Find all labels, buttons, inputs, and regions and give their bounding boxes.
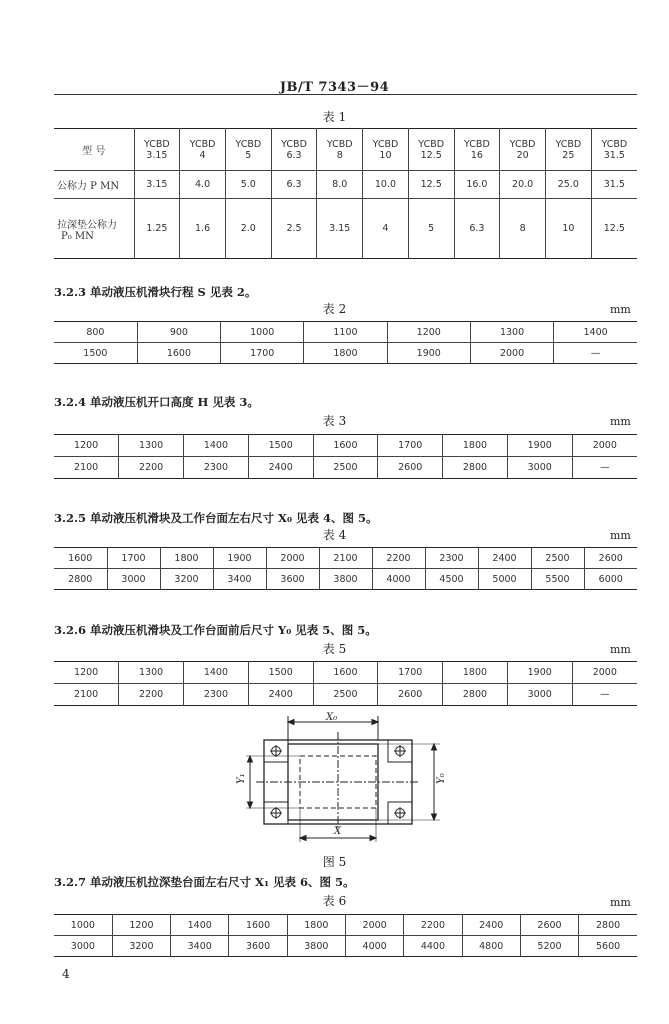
table-cell: 5500: [531, 569, 584, 590]
table-cell: 1600: [137, 343, 220, 364]
table1-model-cell: YCBD 4: [180, 129, 226, 171]
table-cell: 6.3: [271, 171, 317, 199]
label-x0: X₀: [326, 712, 338, 723]
table-cell: 1500: [248, 435, 313, 457]
table-cell: 1200: [112, 915, 170, 936]
table2-unit: mm: [610, 303, 631, 316]
table-cell: 2300: [425, 548, 478, 569]
table4-unit: mm: [610, 529, 631, 542]
table5: [54, 661, 637, 706]
table-row: [54, 548, 637, 569]
figure5-caption: 图 5: [322, 855, 347, 869]
figure5-diagram: [228, 712, 448, 844]
table-row: [54, 936, 637, 957]
table-cell: 8: [500, 199, 546, 259]
table1-model-cell: YCBD 6.3: [271, 129, 317, 171]
table-cell: 900: [137, 322, 220, 343]
table-cell: 5: [408, 199, 454, 259]
table1-model-cell: YCBD 5: [225, 129, 271, 171]
table1-model-row: [54, 129, 637, 171]
table5-caption: 表 5: [322, 642, 347, 656]
section-3-2-4: 3.2.4 单动液压机开口高度 H 见表 3。: [54, 395, 259, 409]
table-cell: 8.0: [317, 171, 363, 199]
table3: [54, 434, 637, 479]
table1-model-cell: YCBD 31.5: [591, 129, 637, 171]
table-cell: 2600: [378, 684, 443, 706]
section-3-2-6: 3.2.6 单动液压机滑块及工作台面前后尺寸 Y₀ 见表 5、图 5。: [54, 623, 377, 637]
table-cell: 12.5: [408, 171, 454, 199]
table-cell: 3600: [229, 936, 287, 957]
table-cell: 1000: [221, 322, 304, 343]
table-cell: 4800: [462, 936, 520, 957]
table-cell: 1300: [119, 662, 184, 684]
table-cell: 2.0: [225, 199, 271, 259]
table-cell: 4000: [345, 936, 403, 957]
table-cell: 1700: [221, 343, 304, 364]
table-cell: 1900: [507, 435, 572, 457]
table-cell: 2300: [184, 457, 249, 479]
table-cell: 1200: [74, 667, 99, 678]
table-cell: 4.0: [180, 171, 226, 199]
table-cell: 3000: [507, 684, 572, 706]
table-cell: 3.15: [317, 199, 363, 259]
table-cell: 16.0: [454, 171, 500, 199]
table-cell: 3.15: [134, 171, 180, 199]
table1-model-cell: YCBD 20: [500, 129, 546, 171]
table-row: [54, 569, 637, 590]
section-3-2-7: 3.2.7 单动液压机拉深垫台面左右尺寸 X₁ 见表 6、图 5。: [54, 875, 355, 889]
table-cell: 3400: [213, 569, 266, 590]
table1-model-cell: YCBD 25: [545, 129, 591, 171]
table-cell: 2000: [345, 915, 403, 936]
table-cell: 1600: [313, 435, 378, 457]
table-row: [54, 915, 637, 936]
table-cell: 2300: [184, 684, 249, 706]
table-cell: 2500: [313, 684, 378, 706]
table-cell: 4500: [425, 569, 478, 590]
table-cell: —: [572, 457, 637, 479]
table-cell: 1000: [70, 919, 95, 931]
table-row: [54, 343, 637, 364]
table-cell: 1400: [554, 322, 637, 343]
table-cell: 1800: [160, 548, 213, 569]
page-header: JB/T 7343－94: [279, 80, 390, 95]
table5-unit: mm: [610, 643, 631, 656]
table2: [54, 321, 637, 364]
table-cell: 3600: [266, 569, 319, 590]
table4-caption: 表 4: [322, 528, 347, 542]
table-cell: 4000: [372, 569, 425, 590]
table-cell: —: [572, 684, 637, 706]
table-cell: 1.6: [180, 199, 226, 259]
table-cell: 4: [363, 199, 409, 259]
page-number: 4: [62, 967, 70, 981]
table1-model-cell: YCBD 3.15: [134, 129, 180, 171]
table-cell: 1700: [107, 548, 160, 569]
table6-unit: mm: [610, 896, 631, 909]
table-cell: 1400: [171, 915, 229, 936]
table1-model-cell: YCBD 12.5: [408, 129, 454, 171]
table1-model-cell: YCBD 10: [363, 129, 409, 171]
table1: [54, 128, 637, 259]
table-cell: 1800: [287, 915, 345, 936]
table-cell: 2800: [443, 457, 508, 479]
label-y0: Y₀: [436, 773, 447, 784]
table4: [54, 547, 637, 590]
table-cell: 2100: [319, 548, 372, 569]
label-y1: Y₁: [236, 773, 247, 784]
table3-unit: mm: [610, 415, 631, 428]
table-row: [54, 322, 637, 343]
table-cell: 2600: [520, 915, 578, 936]
table-cell: 4400: [404, 936, 462, 957]
table-cell: 6.3: [454, 199, 500, 259]
section-3-2-5: 3.2.5 单动液压机滑块及工作台面左右尺寸 X₀ 见表 4、图 5。: [54, 511, 378, 525]
table-cell: 2200: [119, 684, 184, 706]
table-cell: 3000: [54, 936, 112, 957]
label-x: X: [334, 826, 342, 837]
table-cell: —: [554, 343, 637, 364]
table-cell: 2000: [572, 662, 637, 684]
table-row: [54, 684, 637, 706]
table-cell: 1.25: [134, 199, 180, 259]
table-cell: 2400: [248, 457, 313, 479]
table6: [54, 914, 637, 957]
table1-row-cushion: [54, 199, 637, 259]
table-cell: 1400: [184, 435, 249, 457]
table-cell: 2100: [54, 457, 119, 479]
table6-caption: 表 6: [322, 894, 347, 908]
table-cell: 5200: [520, 936, 578, 957]
table-cell: 5.0: [225, 171, 271, 199]
table-cell: 25.0: [545, 171, 591, 199]
table-cell: 1800: [304, 343, 387, 364]
table1-row-label: 拉深垫公称力 P₀ MN: [54, 199, 134, 259]
table-cell: 1900: [507, 662, 572, 684]
table-cell: 2400: [248, 684, 313, 706]
table-cell: 1800: [443, 435, 508, 457]
table-cell: 1200: [387, 322, 470, 343]
table-cell: 20.0: [500, 171, 546, 199]
table-cell: 10: [545, 199, 591, 259]
table-cell: 1600: [313, 662, 378, 684]
table-cell: 2000: [572, 435, 637, 457]
table-cell: 1600: [68, 552, 93, 564]
table-cell: 1800: [443, 662, 508, 684]
table-cell: 1100: [304, 322, 387, 343]
table-cell: 3800: [287, 936, 345, 957]
table-cell: 3200: [160, 569, 213, 590]
table-row: [54, 457, 637, 479]
table-cell: 2200: [119, 457, 184, 479]
table1-caption: 表 1: [322, 110, 347, 124]
table-cell: 2500: [313, 457, 378, 479]
table-cell: 2400: [462, 915, 520, 936]
table-cell: 5000: [478, 569, 531, 590]
section-3-2-3: 3.2.3 单动液压机滑块行程 S 见表 2。: [54, 285, 257, 299]
table-cell: 5600: [579, 936, 637, 957]
table-cell: 3000: [507, 457, 572, 479]
table-cell: 2500: [531, 548, 584, 569]
table-cell: 2800: [54, 569, 107, 590]
table-cell: 3200: [112, 936, 170, 957]
table1-row-label: 公称力 P MN: [54, 171, 134, 199]
table-cell: 1400: [184, 662, 249, 684]
table-cell: 1200: [74, 440, 99, 451]
table-cell: 1500: [248, 662, 313, 684]
table-cell: 3000: [107, 569, 160, 590]
table-cell: 2400: [478, 548, 531, 569]
table-cell: 2600: [378, 457, 443, 479]
table1-row-force: [54, 171, 637, 199]
table-cell: 2000: [470, 343, 553, 364]
table-cell: 3400: [171, 936, 229, 957]
table-cell: 2.5: [271, 199, 317, 259]
table-cell: 2800: [579, 915, 637, 936]
table-row: [54, 435, 637, 457]
table-cell: 1700: [378, 662, 443, 684]
table-cell: 1700: [378, 435, 443, 457]
table-cell: 1300: [119, 435, 184, 457]
table-cell: 2600: [584, 548, 637, 569]
table-cell: 2200: [372, 548, 425, 569]
table-cell: 800: [86, 326, 105, 338]
header-rule: [54, 94, 637, 95]
table-cell: 1900: [387, 343, 470, 364]
table1-model-cell: YCBD 16: [454, 129, 500, 171]
table-row: [54, 662, 637, 684]
table-cell: 31.5: [591, 171, 637, 199]
table-cell: 2200: [404, 915, 462, 936]
table-cell: 2100: [54, 684, 119, 706]
table-cell: 2800: [443, 684, 508, 706]
table-cell: 10.0: [363, 171, 409, 199]
table-cell: 1600: [229, 915, 287, 936]
table1-model-label: 型 号: [82, 146, 106, 157]
table1-model-cell: YCBD 8: [317, 129, 363, 171]
table-cell: 2000: [266, 548, 319, 569]
table-cell: 1500: [54, 343, 137, 364]
table-cell: 1900: [213, 548, 266, 569]
table-cell: 3800: [319, 569, 372, 590]
table-cell: 1300: [470, 322, 553, 343]
table-cell: 12.5: [591, 199, 637, 259]
table-cell: 6000: [584, 569, 637, 590]
table2-caption: 表 2: [322, 302, 347, 316]
table3-caption: 表 3: [322, 414, 347, 428]
